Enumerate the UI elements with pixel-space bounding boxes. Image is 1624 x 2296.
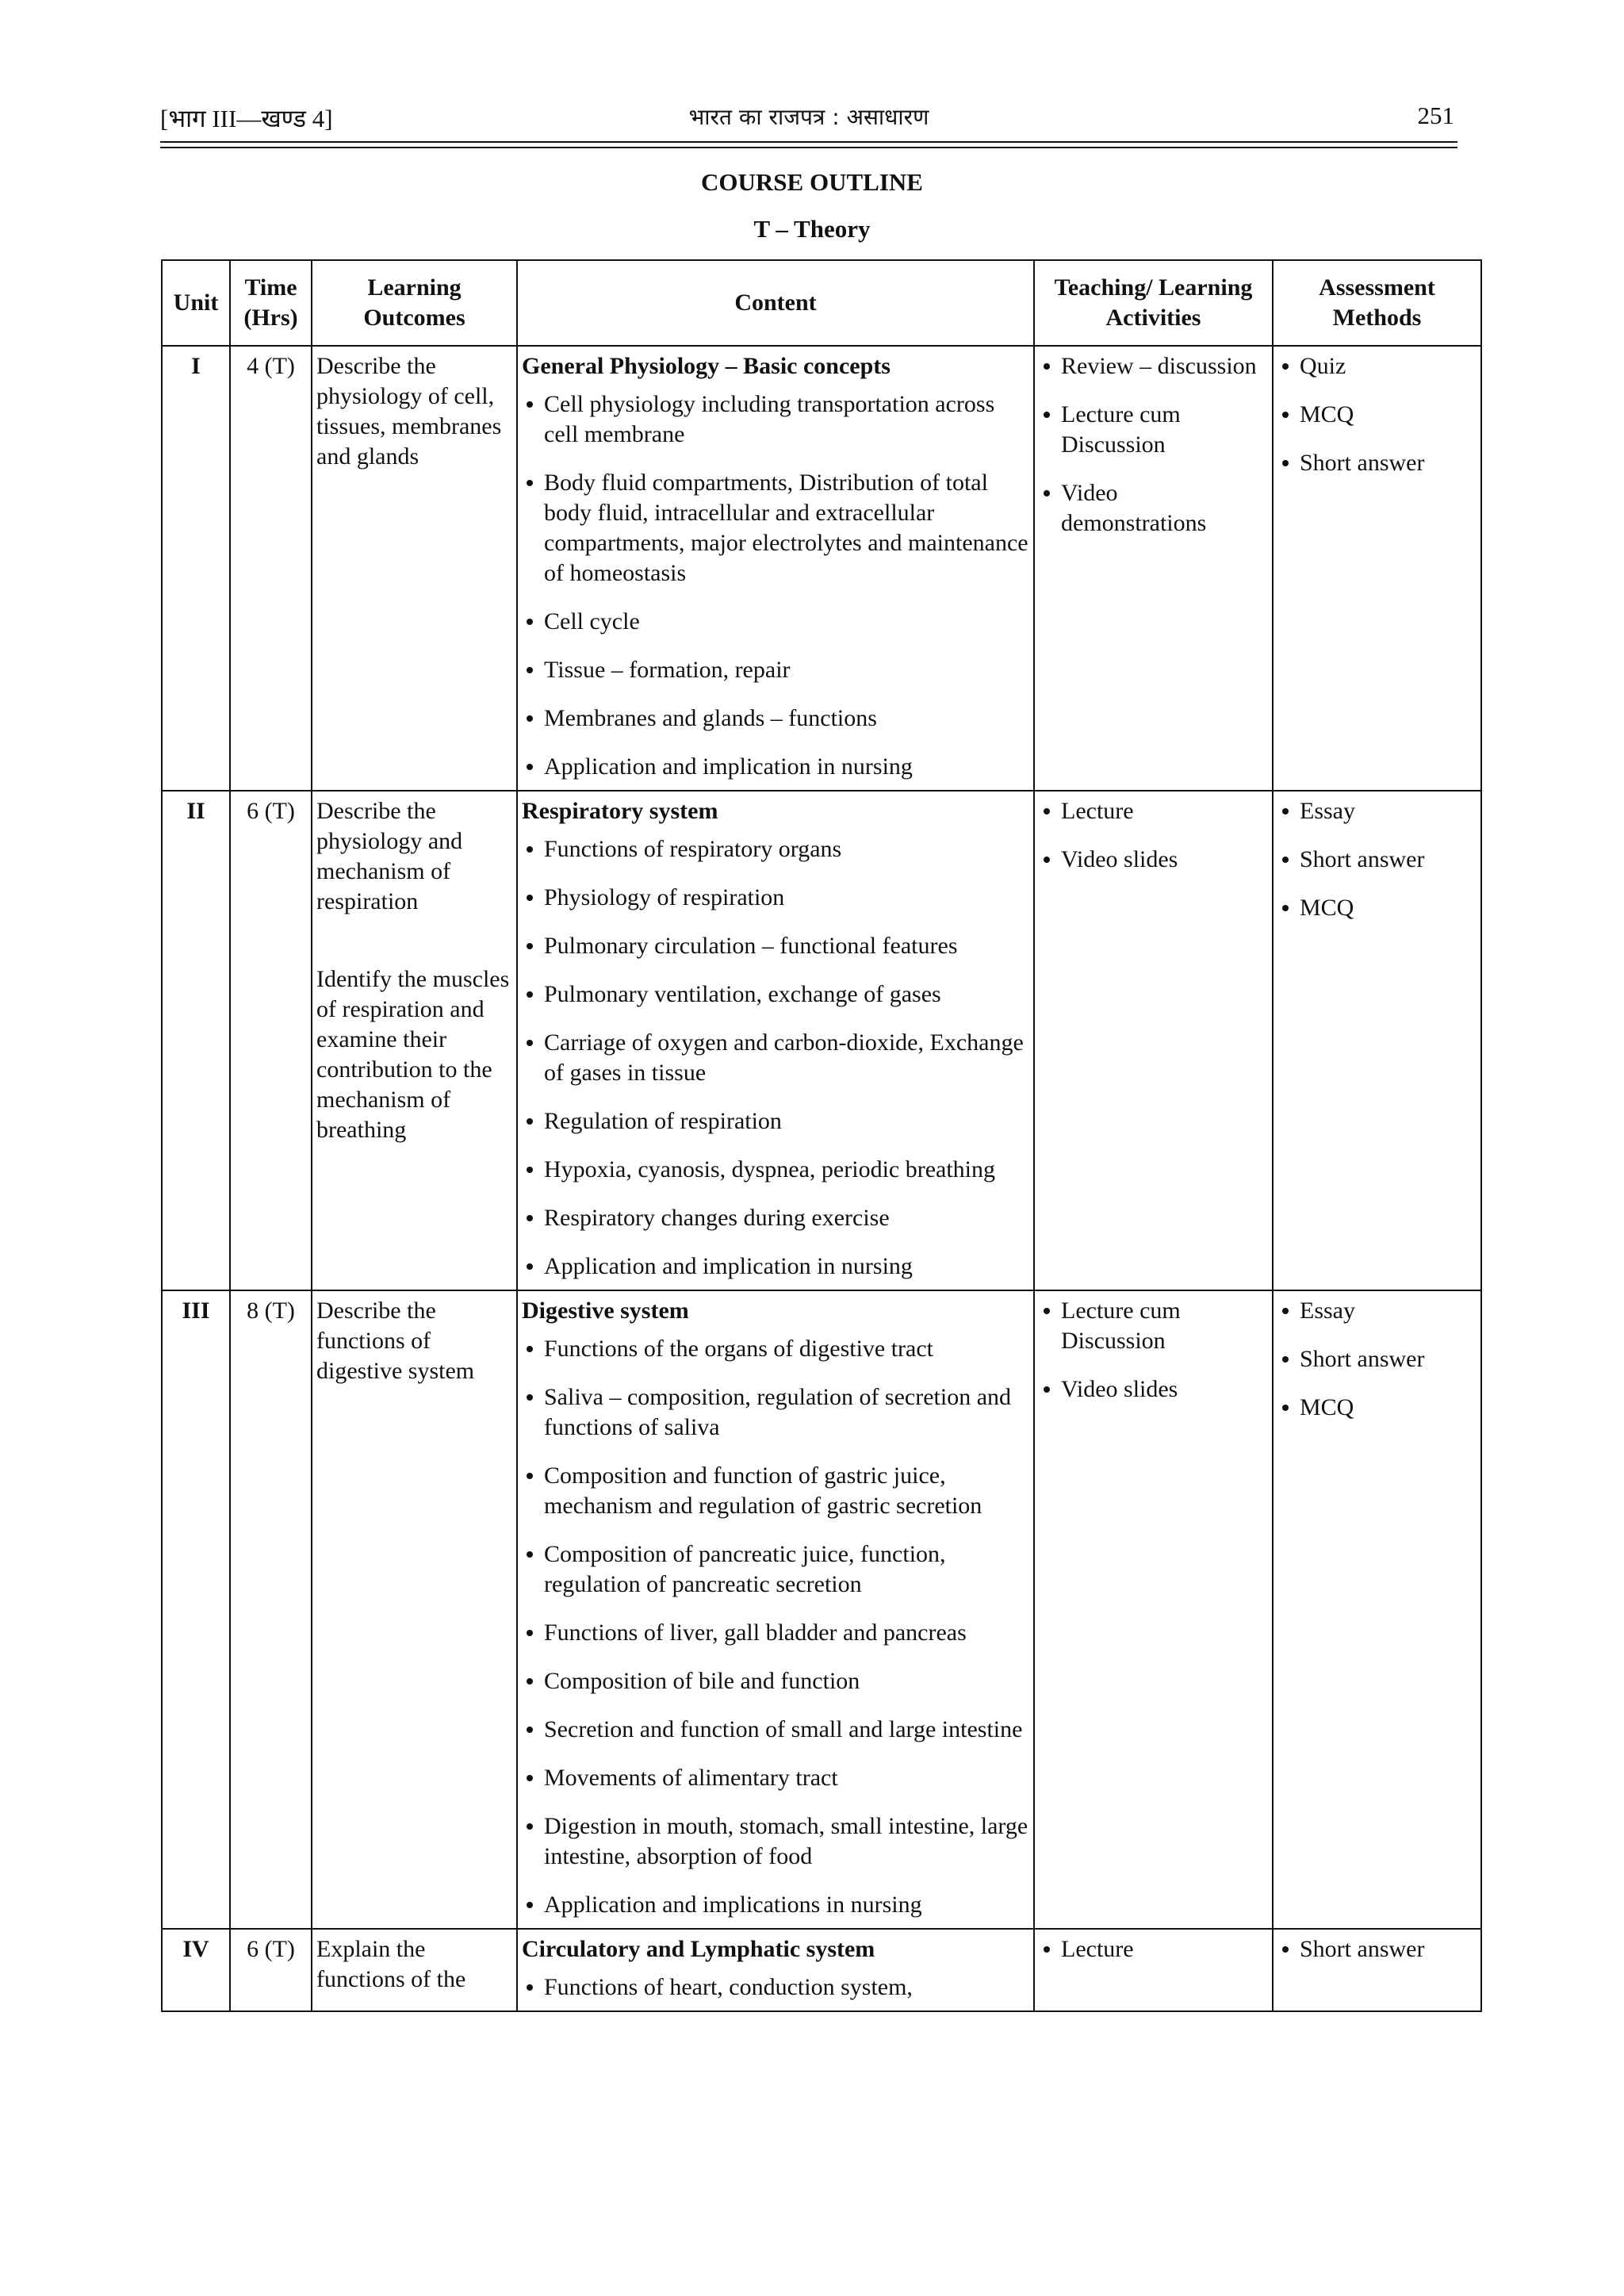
activity-item-list: [1039, 796, 1268, 875]
assessment-item: MCQ: [1277, 1393, 1477, 1423]
assessment-item: MCQ: [1277, 400, 1477, 430]
gazette-part-label: [भाग III—खण्ड 4]: [160, 105, 333, 132]
assessment-item: MCQ: [1277, 893, 1477, 923]
content-item-list: [522, 834, 1029, 1282]
content-topic: Digestive system: [522, 1297, 689, 1324]
assessment-item-list: [1277, 351, 1477, 478]
content-item: Digestion in mouth, stomach, small intestine, large intestine, absorption of food: [522, 1811, 1029, 1872]
assessment-cell: [1273, 1929, 1481, 2011]
activities-cell: [1034, 1929, 1273, 2011]
assessment-item: Short answer: [1277, 448, 1477, 478]
content-item: Cell cycle: [522, 607, 1029, 637]
table-row: [162, 1290, 1481, 1929]
page-header: [160, 102, 1457, 136]
assessment-item: Quiz: [1277, 351, 1477, 381]
content-topic: Respiratory system: [522, 798, 718, 824]
activity-item: Lecture cum Discussion: [1039, 400, 1268, 460]
activities-cell: [1034, 1290, 1273, 1929]
content-item: Regulation of respiration: [522, 1106, 1029, 1137]
table-row: [162, 346, 1481, 791]
content-item: Functions of heart, conduction system,: [522, 1972, 1029, 2003]
content-item: Application and implication in nursing: [522, 1251, 1029, 1282]
learning-outcome: Describe the physiology and mechanism of respiration: [316, 798, 463, 914]
unit-cell: IV: [162, 1929, 230, 2011]
activity-item: Video demonstrations: [1039, 478, 1268, 539]
column-header-learning-outcomes: Learning Outcomes: [312, 260, 517, 346]
content-topic: Circulatory and Lymphatic system: [522, 1936, 875, 1962]
content-item: Composition of pancreatic juice, function, regulation of pancreatic secretion: [522, 1539, 1029, 1600]
activity-item-list: [1039, 1296, 1268, 1405]
assessment-cell: [1273, 346, 1481, 791]
learning-outcomes-cell: [312, 1929, 517, 2011]
content-item: Composition of bile and function: [522, 1666, 1029, 1696]
content-item: Physiology of respiration: [522, 883, 1029, 913]
unit-cell: III: [162, 1290, 230, 1929]
header-rule-bottom: [160, 147, 1457, 148]
learning-outcome: Explain the functions of the: [316, 1936, 466, 1992]
column-header-unit: Unit: [162, 260, 230, 346]
assessment-item-list: [1277, 1934, 1477, 1964]
content-cell: [517, 346, 1034, 791]
time-cell: 6 (T): [230, 791, 312, 1290]
content-item: Functions of the organs of digestive tract: [522, 1334, 1029, 1364]
assessment-item: Short answer: [1277, 1344, 1477, 1374]
content-item: Application and implications in nursing: [522, 1890, 1029, 1920]
content-item: Functions of respiratory organs: [522, 834, 1029, 864]
content-item: Composition and function of gastric juice, mechanism and regulation of gastric secretion: [522, 1461, 1029, 1521]
learning-outcomes-cell: [312, 1290, 517, 1929]
content-item: Application and implication in nursing: [522, 752, 1029, 782]
content-item-list: [522, 389, 1029, 782]
content-item: Secretion and function of small and large intestine: [522, 1715, 1029, 1745]
assessment-item: Short answer: [1277, 1934, 1477, 1964]
content-item: Functions of liver, gall bladder and pancreas: [522, 1618, 1029, 1648]
content-item: Body fluid compartments, Distribution of total body fluid, intracellular and extracellular compartments, major electrolytes and maintenance of homeostasis: [522, 468, 1029, 588]
content-cell: [517, 791, 1034, 1290]
unit-cell: I: [162, 346, 230, 791]
column-header-content: Content: [517, 260, 1034, 346]
assessment-item: Short answer: [1277, 845, 1477, 875]
activity-item-list: [1039, 1934, 1268, 1964]
content-item: Membranes and glands – functions: [522, 703, 1029, 734]
content-item: Pulmonary ventilation, exchange of gases: [522, 979, 1029, 1010]
content-item: Saliva – composition, regulation of secretion and functions of saliva: [522, 1382, 1029, 1443]
assessment-item: Essay: [1277, 796, 1477, 826]
learning-outcome: Describe the functions of digestive system: [316, 1297, 475, 1384]
activity-item: Review – discussion: [1039, 351, 1268, 381]
activities-cell: [1034, 791, 1273, 1290]
learning-outcome: Identify the muscles of respiration and examine their contribution to the mechanism of breathing: [316, 966, 510, 1143]
gazette-title: भारत का राजपत्र : असाधारण: [688, 104, 929, 130]
content-topic: General Physiology – Basic concepts: [522, 353, 891, 379]
course-outline-table: [161, 259, 1482, 2012]
header-rule-top: [160, 141, 1457, 143]
activities-cell: [1034, 346, 1273, 791]
table-row: [162, 791, 1481, 1290]
assessment-cell: [1273, 791, 1481, 1290]
column-header-assessment: Assessment Methods: [1273, 260, 1481, 346]
activity-item: Video slides: [1039, 1374, 1268, 1405]
content-cell: [517, 1929, 1034, 2011]
page-title: COURSE OUTLINE: [701, 168, 923, 196]
content-item: Hypoxia, cyanosis, dyspnea, periodic breathing: [522, 1155, 1029, 1185]
content-item: Cell physiology including transportation across cell membrane: [522, 389, 1029, 450]
assessment-item-list: [1277, 796, 1477, 923]
table-header-row: [162, 260, 1481, 346]
time-cell: 4 (T): [230, 346, 312, 791]
table-row: [162, 1929, 1481, 2011]
unit-cell: II: [162, 791, 230, 1290]
content-item: Tissue – formation, repair: [522, 655, 1029, 685]
page-number: 251: [1417, 102, 1454, 129]
content-item: Pulmonary circulation – functional features: [522, 931, 1029, 961]
learning-outcomes-cell: [312, 346, 517, 791]
learning-outcomes-cell: [312, 791, 517, 1290]
content-item: Respiratory changes during exercise: [522, 1203, 1029, 1233]
activity-item: Video slides: [1039, 845, 1268, 875]
time-cell: 6 (T): [230, 1929, 312, 2011]
page-subtitle: T – Theory: [753, 215, 871, 243]
activity-item: Lecture cum Discussion: [1039, 1296, 1268, 1356]
table-body: [162, 346, 1481, 2011]
content-item: Movements of alimentary tract: [522, 1763, 1029, 1793]
assessment-cell: [1273, 1290, 1481, 1929]
column-header-activities: Teaching/ Learning Activities: [1034, 260, 1273, 346]
activity-item: Lecture: [1039, 796, 1268, 826]
learning-outcome: Describe the physiology of cell, tissues, membranes and glands: [316, 353, 502, 470]
assessment-item-list: [1277, 1296, 1477, 1423]
content-item: Carriage of oxygen and carbon-dioxide, Exchange of gases in tissue: [522, 1028, 1029, 1088]
time-cell: 8 (T): [230, 1290, 312, 1929]
activity-item: Lecture: [1039, 1934, 1268, 1964]
content-cell: [517, 1290, 1034, 1929]
activity-item-list: [1039, 351, 1268, 539]
content-item-list: [522, 1972, 1029, 2003]
column-header-time: Time (Hrs): [230, 260, 312, 346]
assessment-item: Essay: [1277, 1296, 1477, 1326]
content-item-list: [522, 1334, 1029, 1920]
